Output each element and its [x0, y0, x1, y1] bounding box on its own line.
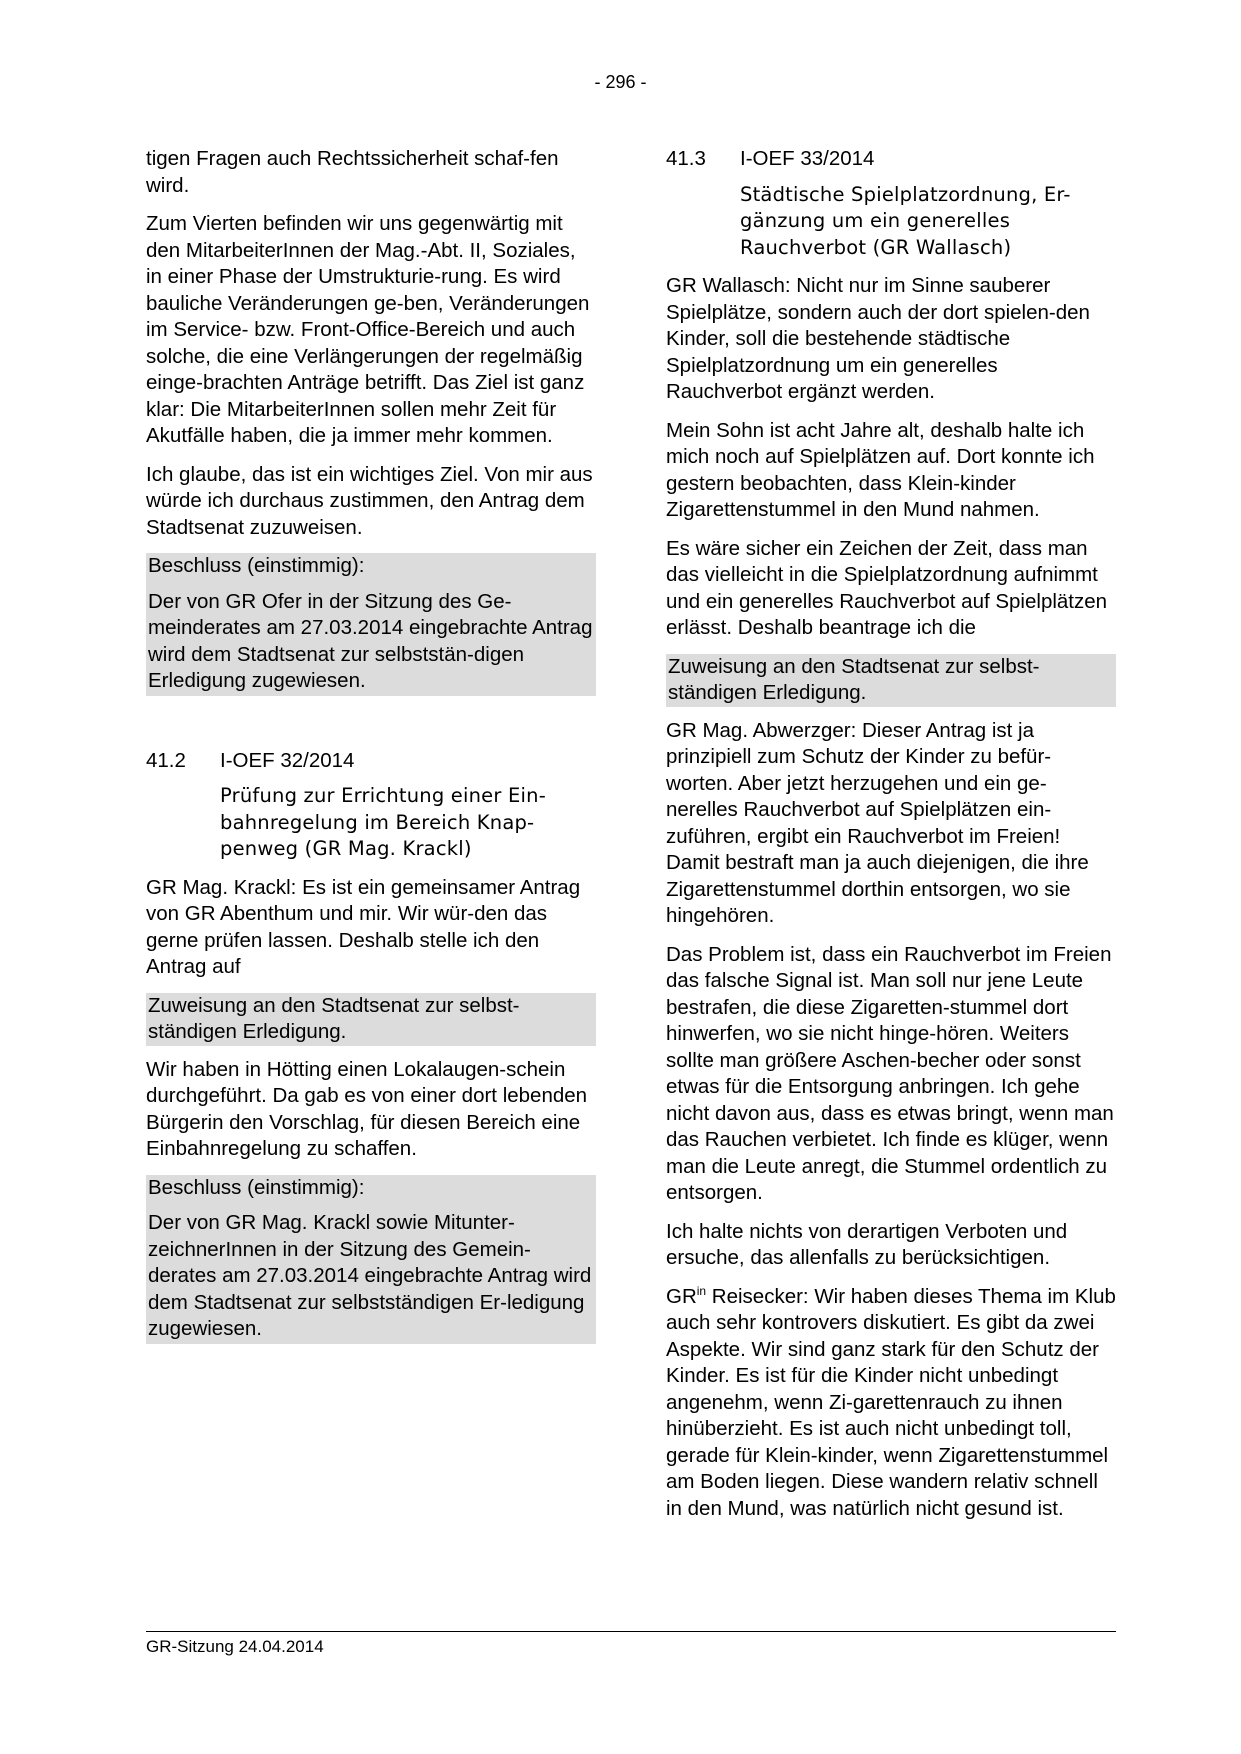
paragraph: [666, 1284, 1116, 1523]
speaker-name: GR Mag. Krackl:: [146, 875, 297, 899]
section-heading: [146, 748, 596, 775]
speech-text: Nicht nur im Sinne sauberer Spielplätze, sondern auch der dort spielen-den Kinder, soll die bestehende städtische Spielplatzordnung um ein generelles Rauchverbot ergänzt werden.: [666, 274, 1090, 403]
speech-text: Es ist ein gemeinsamer Antrag von GR Abenthum und mir. Wir wür-den das gerne prüfen lassen. Deshalb stelle ich den Antrag auf: [146, 875, 581, 978]
footer-text: GR-Sitzung 24.04.2014: [146, 1637, 324, 1656]
paragraph: Ich halte nichts von derartigen Verboten und ersuche, das allenfalls zu berücksichtigen.: [666, 1219, 1068, 1269]
resolution-box: [146, 553, 596, 696]
paragraph: Mein Sohn ist acht Jahre alt, deshalb halte ich mich noch auf Spielplätzen auf. Dort konnte ich gestern beobachten, dass Klein-kinder Zigarettenstummel in den Mund nahmen.: [666, 418, 1095, 521]
paragraph: Es wäre sicher ein Zeichen der Zeit, dass man das vielleicht in die Spielplatzordnung aufnimmt und ein generelles Rauchverbot auf Spielplätzen erlässt. Deshalb beantrage ich die: [666, 536, 1108, 639]
resolution-text: Der von GR Mag. Krackl sowie Mitunter-zeichnerInnen in der Sitzung des Gemein-derates am 27.03.2014 eingebrachte Antrag wird dem Stadtsenat zur selbstständigen Er-ledigung zugewiesen.: [148, 1211, 592, 1340]
footer-divider: [146, 1631, 1116, 1632]
speaker-title: GR: [666, 1284, 697, 1308]
resolution-label: Beschluss (einstimmig):: [148, 1175, 365, 1199]
section-title: Städtische Spielplatzordnung, Er-gänzung um ein generelles Rauchverbot (GR Wallasch): [740, 182, 1071, 259]
section-title: Prüfung zur Errichtung einer Ein-bahnregelung im Bereich Knap-penweg (GR Mag. Krackl): [220, 784, 546, 860]
speaker-name: Reisecker:: [706, 1284, 809, 1308]
section-number: 41.2: [146, 748, 186, 772]
paragraph: Wir haben in Hötting einen Lokalaugen-schein durchgeführt. Da gab es von einer dort lebenden Bürgerin den Vorschlag, für diesen Bereich eine Einbahnregelung zu schaffen.: [146, 1057, 588, 1160]
page-number: - 296 -: [594, 72, 647, 92]
right-column: [666, 146, 1116, 1534]
speaker-name: GR Mag. Abwerzger:: [666, 718, 857, 742]
section-heading: [666, 146, 1116, 173]
motion-highlight: Zuweisung an den Stadtsenat zur selbst-ständigen Erledigung.: [146, 993, 596, 1046]
paragraph: tigen Fragen auch Rechtssicherheit schaf-fen wird.: [146, 147, 559, 197]
paragraph: Zum Vierten befinden wir uns gegenwärtig mit den MitarbeiterInnen der Mag.-Abt. II, Soziales, in einer Phase der Umstrukturie-rung. Es wird bauliche Veränderungen ge-ben, Veränderungen im Service- bzw. Front-Office-Bereich und auch solche, die eine Verlängerungen der regelmäßig einge-brachten Anträge betrifft. Das Ziel ist ganz klar: Die MitarbeiterInnen sollen mehr Zeit für Akutfälle haben, die ja immer mehr kommen.: [146, 212, 590, 447]
speech-text: Dieser Antrag ist ja prinzipiell zum Schutz der Kinder zu befür-worten. Aber jetzt herzugehen und ein ge-nerelles Rauchverbot auf Spielplätzen ein-zuführen, ergibt ein Rauchverbot im Freien! Damit bestraft man ja auch diejenigen, die ihre Zigarettenstummel dorthin entsorgen, wo sie hingehören.: [666, 718, 1089, 927]
paragraph: [666, 273, 1116, 406]
speaker-name: GR Wallasch:: [666, 274, 791, 297]
section-number: 41.3: [666, 147, 706, 170]
resolution-box: [146, 1175, 596, 1344]
paragraph: [146, 875, 596, 981]
section-code: I-OEF 32/2014: [220, 748, 355, 772]
paragraph: Das Problem ist, dass ein Rauchverbot im Freien das falsche Signal ist. Man soll nur jene Leute bestrafen, die diese Zigaretten-stummel dort hinwerfen, wo sie nicht hinge-hören. Weiters sollte man größere Aschen-becher oder sonst etwas für die Entsorgung anbringen. Ich gehe nicht davon aus, dass es etwas bringt, wenn man das Rauchen verbietet. Ich finde es klüger, wenn man die Leute anregt, die Stummel ordentlich zu entsorgen.: [666, 942, 1114, 1204]
speech-text: Wir haben dieses Thema im Klub auch sehr kontrovers diskutiert. Es gibt da zwei Aspekte. Wir sind ganz stark für den Schutz der Kinder. Es ist für die Kinder nicht unbedingt angenehm, wenn Zi-garettenrauch zu ihnen hinüberzieht. Es ist auch nicht unbedingt toll, gerade für Klein-kinder, wenn Zigarettenstummel am Boden liegen. Diese wandern relativ schnell in den Mund, was natürlich nicht gesund ist.: [666, 1284, 1116, 1520]
section-code: I-OEF 33/2014: [740, 147, 875, 170]
resolution-text: Der von GR Ofer in der Sitzung des Ge-meinderates am 27.03.2014 eingebrachte Antrag wird dem Stadtsenat zur selbststän-digen Erledigung zugewiesen.: [148, 589, 593, 692]
paragraph: [666, 718, 1116, 930]
paragraph: Ich glaube, das ist ein wichtiges Ziel. Von mir aus würde ich durchaus zustimmen, den Antrag dem Stadtsenat zuzuweisen.: [146, 462, 593, 539]
left-column: [146, 146, 596, 1356]
resolution-label: Beschluss (einstimmig):: [148, 554, 365, 577]
speaker-title-suffix: in: [696, 1283, 707, 1298]
motion-highlight: Zuweisung an den Stadtsenat zur selbst-ständigen Erledigung.: [666, 654, 1116, 707]
